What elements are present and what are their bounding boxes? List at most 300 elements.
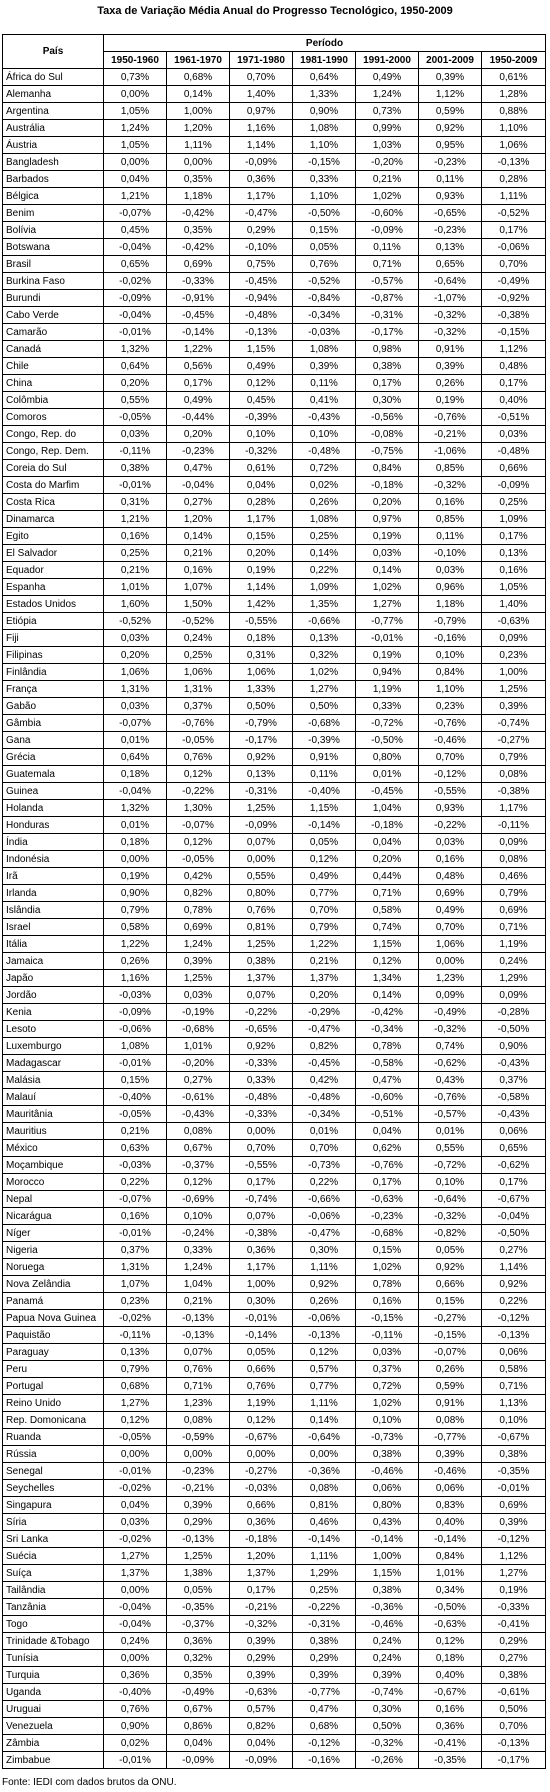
value-cell: 0,81% bbox=[293, 1497, 356, 1514]
value-cell: 1,16% bbox=[104, 970, 167, 987]
table-row bbox=[3, 1361, 546, 1378]
value-cell: 0,04% bbox=[230, 1735, 293, 1752]
value-cell: -0,06% bbox=[104, 1021, 167, 1038]
table-row bbox=[3, 1412, 546, 1429]
value-cell: -0,44% bbox=[167, 409, 230, 426]
value-cell: -0,52% bbox=[482, 205, 546, 222]
value-cell: 0,55% bbox=[104, 392, 167, 409]
value-cell: -0,74% bbox=[230, 1191, 293, 1208]
value-cell: 0,08% bbox=[482, 766, 546, 783]
value-cell: 0,29% bbox=[230, 1650, 293, 1667]
value-cell: 0,24% bbox=[356, 1633, 419, 1650]
country-cell: Jordão bbox=[3, 987, 104, 1004]
value-cell: -0,41% bbox=[419, 1735, 482, 1752]
value-cell: 0,03% bbox=[104, 426, 167, 443]
country-cell: Argentina bbox=[3, 103, 104, 120]
value-cell: -0,05% bbox=[167, 851, 230, 868]
value-cell: 0,22% bbox=[293, 562, 356, 579]
value-cell: -0,68% bbox=[356, 1225, 419, 1242]
value-cell: 0,35% bbox=[167, 222, 230, 239]
country-cell: Burkina Faso bbox=[3, 273, 104, 290]
table-row bbox=[3, 511, 546, 528]
value-cell: 1,16% bbox=[230, 120, 293, 137]
value-cell: 0,82% bbox=[293, 1038, 356, 1055]
value-cell: -0,61% bbox=[167, 1089, 230, 1106]
value-cell: 0,36% bbox=[167, 1633, 230, 1650]
value-cell: 1,12% bbox=[482, 341, 546, 358]
table-row bbox=[3, 528, 546, 545]
value-cell: 1,15% bbox=[230, 341, 293, 358]
value-cell: -0,07% bbox=[104, 205, 167, 222]
value-cell: -0,03% bbox=[104, 1157, 167, 1174]
value-cell: -0,17% bbox=[356, 324, 419, 341]
value-cell: 0,41% bbox=[293, 392, 356, 409]
value-cell: -0,07% bbox=[104, 715, 167, 732]
value-cell: 0,92% bbox=[230, 749, 293, 766]
value-cell: 1,24% bbox=[356, 86, 419, 103]
value-cell: 0,33% bbox=[167, 1242, 230, 1259]
value-cell: 0,16% bbox=[482, 562, 546, 579]
value-cell: -0,11% bbox=[104, 1327, 167, 1344]
country-cell: Níger bbox=[3, 1225, 104, 1242]
value-cell: -0,06% bbox=[482, 239, 546, 256]
value-cell: 0,21% bbox=[104, 1123, 167, 1140]
value-cell: -0,92% bbox=[482, 290, 546, 307]
country-cell: Botswana bbox=[3, 239, 104, 256]
value-cell: -0,35% bbox=[167, 1599, 230, 1616]
value-cell: -0,79% bbox=[419, 613, 482, 630]
value-cell: -0,07% bbox=[419, 1344, 482, 1361]
value-cell: 0,11% bbox=[419, 171, 482, 188]
value-cell: 0,96% bbox=[419, 579, 482, 596]
table-row bbox=[3, 1735, 546, 1752]
value-cell: 0,71% bbox=[167, 1378, 230, 1395]
value-cell: 0,10% bbox=[167, 1208, 230, 1225]
value-cell: 0,10% bbox=[482, 1412, 546, 1429]
value-cell: -0,21% bbox=[230, 1599, 293, 1616]
value-cell: -0,07% bbox=[104, 1191, 167, 1208]
value-cell: -0,48% bbox=[293, 1089, 356, 1106]
table-row bbox=[3, 341, 546, 358]
value-cell: 1,06% bbox=[167, 664, 230, 681]
value-cell: 1,25% bbox=[230, 800, 293, 817]
value-cell: 0,06% bbox=[482, 1344, 546, 1361]
value-cell: 1,37% bbox=[230, 1565, 293, 1582]
value-cell: -0,34% bbox=[356, 1021, 419, 1038]
value-cell: 0,12% bbox=[293, 1344, 356, 1361]
value-cell: -0,50% bbox=[419, 1599, 482, 1616]
value-cell: 1,14% bbox=[230, 137, 293, 154]
value-cell: -0,67% bbox=[230, 1429, 293, 1446]
value-cell: 0,00% bbox=[419, 953, 482, 970]
value-cell: 0,28% bbox=[482, 171, 546, 188]
country-cell: Congo, Rep. Dem. bbox=[3, 443, 104, 460]
value-cell: -0,43% bbox=[293, 409, 356, 426]
value-cell: -0,67% bbox=[419, 1684, 482, 1701]
value-cell: 0,14% bbox=[167, 528, 230, 545]
table-row bbox=[3, 460, 546, 477]
table-row bbox=[3, 222, 546, 239]
value-cell: 0,13% bbox=[482, 545, 546, 562]
country-cell: Chile bbox=[3, 358, 104, 375]
value-cell: 1,10% bbox=[482, 120, 546, 137]
value-cell: 1,21% bbox=[104, 511, 167, 528]
value-cell: 1,11% bbox=[167, 137, 230, 154]
country-cell: Suíça bbox=[3, 1565, 104, 1582]
value-cell: -0,45% bbox=[167, 307, 230, 324]
country-cell: Congo, Rep. do bbox=[3, 426, 104, 443]
value-cell: -0,08% bbox=[356, 426, 419, 443]
value-cell: 0,42% bbox=[293, 1072, 356, 1089]
value-cell: -0,63% bbox=[230, 1684, 293, 1701]
value-cell: -0,14% bbox=[293, 817, 356, 834]
value-cell: -0,04% bbox=[104, 1599, 167, 1616]
value-cell: 0,84% bbox=[419, 664, 482, 681]
value-cell: -0,10% bbox=[230, 239, 293, 256]
value-cell: 1,38% bbox=[167, 1565, 230, 1582]
value-cell: -0,76% bbox=[167, 715, 230, 732]
value-cell: 0,26% bbox=[293, 1293, 356, 1310]
value-cell: 0,28% bbox=[230, 494, 293, 511]
value-cell: -0,22% bbox=[167, 783, 230, 800]
table-row bbox=[3, 494, 546, 511]
table-row bbox=[3, 579, 546, 596]
value-cell: -0,05% bbox=[104, 409, 167, 426]
value-cell: -0,13% bbox=[482, 1327, 546, 1344]
value-cell: 0,65% bbox=[104, 256, 167, 273]
value-cell: -0,52% bbox=[104, 613, 167, 630]
value-cell: 1,40% bbox=[230, 86, 293, 103]
value-cell: 0,22% bbox=[104, 1174, 167, 1191]
value-cell: 0,37% bbox=[482, 1072, 546, 1089]
value-cell: 1,31% bbox=[167, 681, 230, 698]
period-column-header: 1950-2009 bbox=[482, 52, 546, 69]
value-cell: -0,07% bbox=[167, 817, 230, 834]
country-cell: Ruanda bbox=[3, 1429, 104, 1446]
value-cell: -0,77% bbox=[293, 1684, 356, 1701]
value-cell: 0,69% bbox=[167, 256, 230, 273]
value-cell: -0,47% bbox=[293, 1021, 356, 1038]
value-cell: 0,12% bbox=[293, 851, 356, 868]
value-cell: 1,03% bbox=[356, 137, 419, 154]
period-column-header: 1981-1990 bbox=[293, 52, 356, 69]
value-cell: 0,10% bbox=[293, 426, 356, 443]
value-cell: 0,03% bbox=[419, 562, 482, 579]
value-cell: -0,64% bbox=[419, 1191, 482, 1208]
value-cell: 0,70% bbox=[230, 69, 293, 86]
value-cell: 1,33% bbox=[230, 681, 293, 698]
value-cell: 1,10% bbox=[419, 681, 482, 698]
value-cell: 0,02% bbox=[293, 477, 356, 494]
value-cell: -0,76% bbox=[419, 1089, 482, 1106]
value-cell: 1,01% bbox=[419, 1565, 482, 1582]
value-cell: 0,12% bbox=[167, 766, 230, 783]
value-cell: -0,13% bbox=[167, 1310, 230, 1327]
value-cell: -0,26% bbox=[356, 1752, 419, 1769]
value-cell: 0,88% bbox=[482, 103, 546, 120]
value-cell: -0,36% bbox=[356, 1599, 419, 1616]
value-cell: 0,14% bbox=[356, 987, 419, 1004]
table-row bbox=[3, 715, 546, 732]
country-cell: Filipinas bbox=[3, 647, 104, 664]
value-cell: -0,43% bbox=[167, 1106, 230, 1123]
value-cell: 0,19% bbox=[419, 392, 482, 409]
value-cell: 0,39% bbox=[419, 1446, 482, 1463]
value-cell: -0,13% bbox=[167, 1327, 230, 1344]
value-cell: 1,35% bbox=[293, 596, 356, 613]
value-cell: 0,38% bbox=[356, 1446, 419, 1463]
value-cell: -0,04% bbox=[104, 1616, 167, 1633]
value-cell: 0,68% bbox=[104, 1378, 167, 1395]
value-cell: 0,38% bbox=[230, 953, 293, 970]
country-cell: Tailândia bbox=[3, 1582, 104, 1599]
country-cell: Austrália bbox=[3, 120, 104, 137]
value-cell: 0,76% bbox=[104, 1701, 167, 1718]
value-cell: 0,90% bbox=[104, 885, 167, 902]
value-cell: 1,17% bbox=[230, 188, 293, 205]
value-cell: 1,04% bbox=[167, 1276, 230, 1293]
value-cell: 0,17% bbox=[482, 222, 546, 239]
table-row bbox=[3, 902, 546, 919]
value-cell: -0,10% bbox=[419, 545, 482, 562]
period-column-header: 1961-1970 bbox=[167, 52, 230, 69]
value-cell: -0,42% bbox=[167, 239, 230, 256]
value-cell: 0,09% bbox=[419, 987, 482, 1004]
value-cell: -0,64% bbox=[419, 273, 482, 290]
value-cell: -0,02% bbox=[104, 1310, 167, 1327]
country-cell: Indonésia bbox=[3, 851, 104, 868]
value-cell: 0,91% bbox=[293, 749, 356, 766]
value-cell: 0,26% bbox=[419, 375, 482, 392]
table-row bbox=[3, 1072, 546, 1089]
value-cell: 0,77% bbox=[293, 1378, 356, 1395]
value-cell: 0,21% bbox=[104, 562, 167, 579]
table-row bbox=[3, 171, 546, 188]
value-cell: -0,09% bbox=[167, 1752, 230, 1769]
value-cell: -0,74% bbox=[356, 1684, 419, 1701]
value-cell: -0,73% bbox=[356, 1429, 419, 1446]
value-cell: 0,03% bbox=[482, 426, 546, 443]
table-row bbox=[3, 324, 546, 341]
value-cell: 1,08% bbox=[293, 120, 356, 137]
value-cell: -0,15% bbox=[419, 1327, 482, 1344]
value-cell: 1,27% bbox=[104, 1548, 167, 1565]
table-row bbox=[3, 1344, 546, 1361]
value-cell: 0,78% bbox=[356, 1276, 419, 1293]
value-cell: -0,64% bbox=[293, 1429, 356, 1446]
country-cell: Costa Rica bbox=[3, 494, 104, 511]
country-cell: Rep. Domonicana bbox=[3, 1412, 104, 1429]
value-cell: -0,12% bbox=[419, 766, 482, 783]
value-cell: 0,17% bbox=[482, 375, 546, 392]
country-cell: Reino Unido bbox=[3, 1395, 104, 1412]
value-cell: -0,45% bbox=[230, 273, 293, 290]
table-row bbox=[3, 1650, 546, 1667]
value-cell: -0,20% bbox=[356, 154, 419, 171]
country-cell: Gabão bbox=[3, 698, 104, 715]
value-cell: -0,67% bbox=[482, 1429, 546, 1446]
value-cell: 0,12% bbox=[104, 1412, 167, 1429]
value-cell: -0,13% bbox=[230, 324, 293, 341]
value-cell: 0,31% bbox=[104, 494, 167, 511]
value-cell: 0,05% bbox=[293, 834, 356, 851]
value-cell: 0,36% bbox=[104, 1667, 167, 1684]
value-cell: 0,58% bbox=[104, 919, 167, 936]
value-cell: -0,21% bbox=[419, 426, 482, 443]
value-cell: -0,46% bbox=[419, 732, 482, 749]
value-cell: 1,06% bbox=[419, 936, 482, 953]
value-cell: 1,13% bbox=[482, 1395, 546, 1412]
value-cell: 0,14% bbox=[167, 86, 230, 103]
table-row bbox=[3, 766, 546, 783]
value-cell: 0,30% bbox=[230, 1293, 293, 1310]
value-cell: 0,36% bbox=[230, 171, 293, 188]
country-cell: Zimbabue bbox=[3, 1752, 104, 1769]
value-cell: -0,60% bbox=[356, 205, 419, 222]
value-cell: 0,63% bbox=[104, 1140, 167, 1157]
value-cell: 0,00% bbox=[104, 1650, 167, 1667]
value-cell: -0,69% bbox=[167, 1191, 230, 1208]
period-column-header: 1971-1980 bbox=[230, 52, 293, 69]
value-cell: 0,43% bbox=[356, 1514, 419, 1531]
value-cell: 1,23% bbox=[419, 970, 482, 987]
value-cell: 0,12% bbox=[167, 1174, 230, 1191]
value-cell: 0,39% bbox=[482, 1514, 546, 1531]
value-cell: 0,18% bbox=[104, 766, 167, 783]
table-row bbox=[3, 1089, 546, 1106]
value-cell: 0,25% bbox=[167, 647, 230, 664]
value-cell: 1,14% bbox=[482, 1259, 546, 1276]
value-cell: -0,32% bbox=[356, 1735, 419, 1752]
value-cell: 0,03% bbox=[356, 545, 419, 562]
value-cell: 1,32% bbox=[104, 341, 167, 358]
value-cell: -0,55% bbox=[230, 613, 293, 630]
value-cell: -0,52% bbox=[293, 273, 356, 290]
value-cell: -0,66% bbox=[293, 1191, 356, 1208]
value-cell: 1,02% bbox=[356, 1395, 419, 1412]
value-cell: 0,13% bbox=[230, 766, 293, 783]
value-cell: 0,00% bbox=[167, 154, 230, 171]
value-cell: 0,26% bbox=[419, 1361, 482, 1378]
value-cell: -0,40% bbox=[104, 1684, 167, 1701]
value-cell: 0,16% bbox=[419, 1701, 482, 1718]
value-cell: -0,48% bbox=[482, 443, 546, 460]
value-cell: 0,46% bbox=[482, 868, 546, 885]
table-row bbox=[3, 1531, 546, 1548]
value-cell: 0,15% bbox=[104, 1072, 167, 1089]
value-cell: 1,24% bbox=[167, 1259, 230, 1276]
value-cell: 0,08% bbox=[482, 851, 546, 868]
value-cell: -0,52% bbox=[167, 613, 230, 630]
value-cell: -0,45% bbox=[356, 783, 419, 800]
value-cell: -0,35% bbox=[482, 1463, 546, 1480]
value-cell: 1,22% bbox=[167, 341, 230, 358]
value-cell: 0,08% bbox=[419, 1412, 482, 1429]
value-cell: 0,71% bbox=[356, 885, 419, 902]
value-cell: -0,28% bbox=[482, 1004, 546, 1021]
value-cell: 0,92% bbox=[230, 1038, 293, 1055]
value-cell: -0,14% bbox=[356, 1531, 419, 1548]
value-cell: 1,22% bbox=[293, 936, 356, 953]
country-column-header: País bbox=[3, 35, 104, 69]
data-table bbox=[2, 34, 546, 1769]
value-cell: -0,46% bbox=[356, 1463, 419, 1480]
table-row bbox=[3, 1667, 546, 1684]
country-cell: Dinamarca bbox=[3, 511, 104, 528]
value-cell: 0,70% bbox=[482, 1718, 546, 1735]
value-cell: 0,38% bbox=[104, 460, 167, 477]
table-row bbox=[3, 1191, 546, 1208]
value-cell: 0,74% bbox=[419, 1038, 482, 1055]
value-cell: -0,11% bbox=[356, 1327, 419, 1344]
value-cell: 0,18% bbox=[104, 834, 167, 851]
value-cell: 0,43% bbox=[419, 1072, 482, 1089]
value-cell: 0,14% bbox=[356, 562, 419, 579]
value-cell: 0,35% bbox=[167, 171, 230, 188]
value-cell: 0,01% bbox=[104, 732, 167, 749]
value-cell: -0,05% bbox=[104, 1429, 167, 1446]
value-cell: 0,38% bbox=[293, 1633, 356, 1650]
value-cell: 0,19% bbox=[230, 562, 293, 579]
value-cell: 0,90% bbox=[293, 103, 356, 120]
value-cell: -0,33% bbox=[167, 273, 230, 290]
value-cell: 1,17% bbox=[482, 800, 546, 817]
table-row bbox=[3, 1021, 546, 1038]
value-cell: -0,63% bbox=[356, 1191, 419, 1208]
value-cell: -0,09% bbox=[104, 1004, 167, 1021]
value-cell: 0,08% bbox=[167, 1123, 230, 1140]
value-cell: 1,33% bbox=[293, 86, 356, 103]
value-cell: 1,12% bbox=[482, 1548, 546, 1565]
value-cell: 0,04% bbox=[167, 1735, 230, 1752]
value-cell: -0,63% bbox=[419, 1616, 482, 1633]
table-row bbox=[3, 1395, 546, 1412]
value-cell: 0,97% bbox=[230, 103, 293, 120]
value-cell: -0,13% bbox=[167, 1531, 230, 1548]
value-cell: 0,09% bbox=[482, 834, 546, 851]
value-cell: 0,40% bbox=[419, 1514, 482, 1531]
value-cell: 0,47% bbox=[356, 1072, 419, 1089]
value-cell: 1,06% bbox=[230, 664, 293, 681]
value-cell: 0,16% bbox=[104, 1208, 167, 1225]
value-cell: -0,20% bbox=[167, 1055, 230, 1072]
country-cell: Japão bbox=[3, 970, 104, 987]
value-cell: -0,13% bbox=[482, 154, 546, 171]
value-cell: 0,17% bbox=[230, 1582, 293, 1599]
value-cell: 0,16% bbox=[356, 1293, 419, 1310]
value-cell: 0,15% bbox=[419, 1293, 482, 1310]
value-cell: 0,83% bbox=[419, 1497, 482, 1514]
value-cell: -0,37% bbox=[167, 1157, 230, 1174]
value-cell: 0,32% bbox=[293, 647, 356, 664]
value-cell: 1,01% bbox=[104, 579, 167, 596]
value-cell: 0,50% bbox=[230, 698, 293, 715]
table-row bbox=[3, 1497, 546, 1514]
value-cell: -0,62% bbox=[419, 1055, 482, 1072]
value-cell: 0,16% bbox=[419, 494, 482, 511]
value-cell: -0,57% bbox=[356, 273, 419, 290]
value-cell: -0,22% bbox=[293, 1599, 356, 1616]
value-cell: -0,09% bbox=[230, 817, 293, 834]
value-cell: 0,97% bbox=[356, 511, 419, 528]
value-cell: -0,58% bbox=[482, 1089, 546, 1106]
value-cell: 1,24% bbox=[167, 936, 230, 953]
table-row bbox=[3, 1429, 546, 1446]
value-cell: -0,04% bbox=[482, 1208, 546, 1225]
country-cell: Alemanha bbox=[3, 86, 104, 103]
table-row bbox=[3, 205, 546, 222]
table-row bbox=[3, 885, 546, 902]
